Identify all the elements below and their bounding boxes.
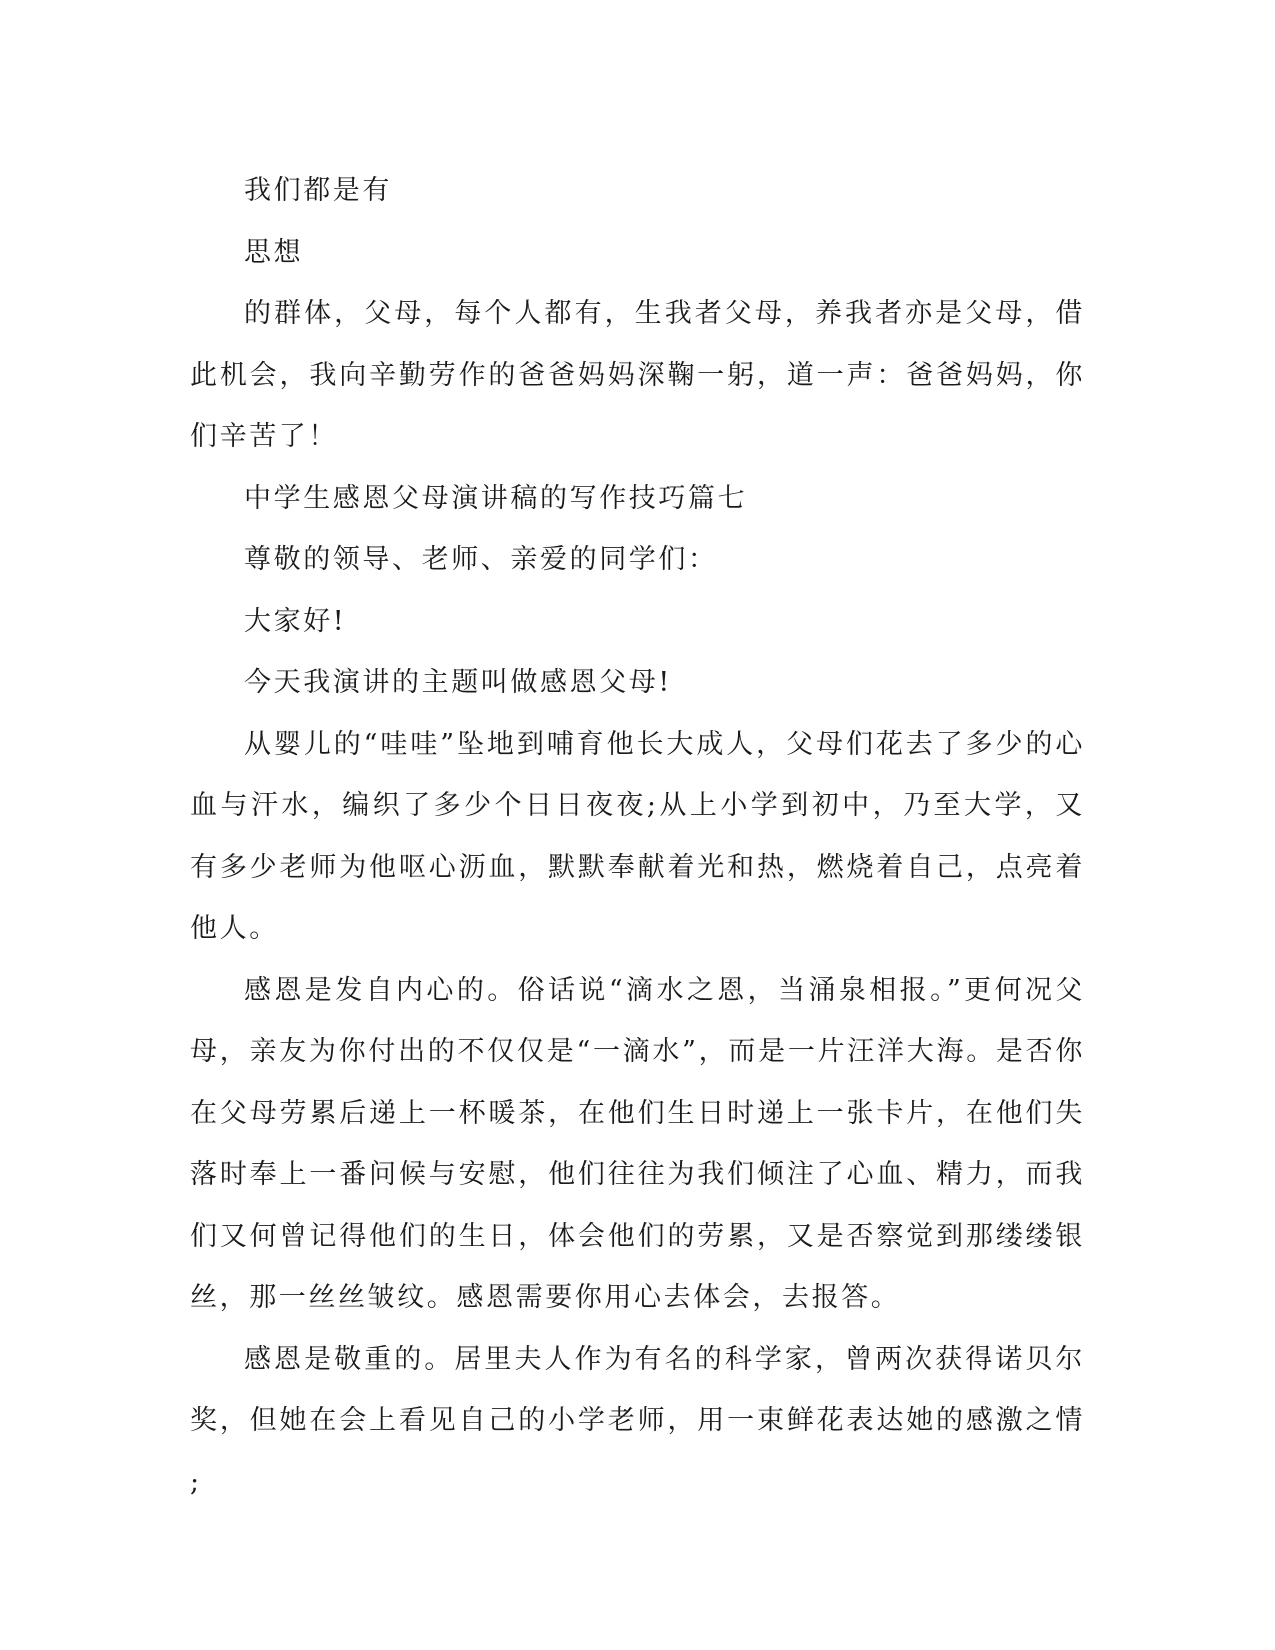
paragraph: 思想 <box>244 236 304 268</box>
document-body <box>190 160 1085 1513</box>
paragraph: 感恩是敬重的。居里夫人作为有名的科学家，曾两次获得诺贝尔奖，但她在会上看见自己的小学老师，用一束鲜花表达她的感激之情; <box>190 1343 1085 1498</box>
paragraph: 我们都是有 <box>244 175 392 206</box>
paragraph: 的群体，父母，每个人都有，生我者父母，养我者亦是父母，借此机会，我向辛勤劳作的爸爸妈妈深鞠一躬，道一声：爸爸妈妈，你们辛苦了！ <box>190 298 1085 452</box>
paragraph: 感恩是发自内心的。俗话说“滴水之恩，当涌泉相报。”更何况父母，亲友为你付出的不仅仅是“一滴水”，而是一片汪洋大海。是否你在父母劳累后递上一杯暖茶，在他们生日时递上一张卡片，在他们失落时奉上一番问候与安慰，他们往往为我们倾注了心血、精力，而我们又何曾记得他们的生日，体会他们的劳累，又是否察觉到那缕缕银丝，那一丝丝皱纹。感恩需要你用心去体会，去报答。 <box>190 974 1085 1313</box>
paragraph: 今天我演讲的主题叫做感恩父母! <box>244 667 672 698</box>
greeting: 大家好! <box>244 605 347 637</box>
salutation: 尊敬的领导、老师、亲爱的同学们： <box>244 544 718 575</box>
section-heading: 中学生感恩父母演讲稿的写作技巧篇七 <box>244 482 748 514</box>
paragraph: 从婴儿的“哇哇”坠地到哺育他长大成人，父母们花去了多少的心血与汗水，编织了多少个日日夜夜;从上小学到初中，乃至大学，又有多少老师为他呕心沥血，默默奉献着光和热，燃烧着自己，点亮着他人。 <box>190 728 1085 944</box>
